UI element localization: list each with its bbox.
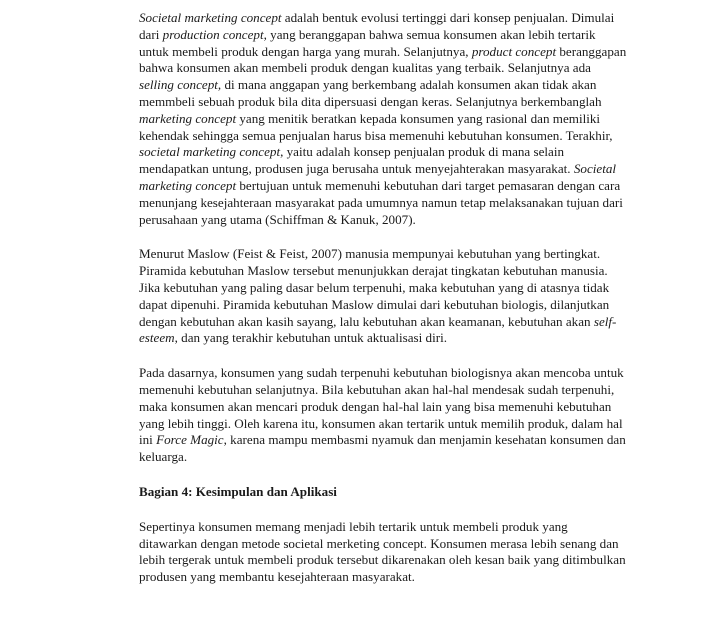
body-paragraph <box>139 10 628 228</box>
text-run: yang beranggapan bahwa semua konsumen akan lebih tertarik untuk membeli produk dengan harga yang murah. Selanjutnya, <box>139 26 596 59</box>
italic-term: Force Magic <box>156 432 224 448</box>
text-run: yang menitik beratkan kepada konsumen yang rasional dan memiliki kehendak sehingga semua penjualan harus bisa memenuhi kebutuhan konsumen. Terakhir, <box>139 110 613 143</box>
body-paragraph <box>139 246 628 347</box>
body-text <box>139 10 628 466</box>
italic-term: production concept, <box>162 26 267 42</box>
text-run: adalah bentuk evolusi tertinggi dari konsep penjualan. Dimulai dari <box>139 10 615 42</box>
text-run: bertujuan untuk memenuhi kebutuhan dari target pemasaran dengan cara menunjang kesejahteraan masyarakat pada umumnya namun tetap melaksanakan tujuan dari perusahaan yang utama (Schiffman & Kanuk, 2007). <box>139 177 623 227</box>
text-run: , yaitu adalah konsep penjualan produk di mana selain mendapatkan untung, produsen juga berusaha untuk menyejahterakan masyarakat. <box>139 144 574 177</box>
italic-term: self-esteem <box>139 313 617 346</box>
italic-term: Societal marketing concept <box>139 161 617 193</box>
text-run: di mana anggapan yang berkembang adalah konsumen akan tidak akan memmbeli sebuah produk bila dita dipersuasi dengan keras. Selanjutnya berkembanglah <box>139 77 602 109</box>
italic-term: societal marketing concept <box>139 144 281 160</box>
italic-term: selling concept, <box>139 77 222 93</box>
section-heading: Bagian 4: Kesimpulan dan Aplikasi <box>139 483 337 499</box>
italic-term: marketing concept <box>139 110 237 126</box>
text-run: , dan yang terakhir kebutuhan untuk aktualisasi diri. <box>174 330 447 346</box>
text-run: Pada dasarnya, konsumen yang sudah terpenuhi kebutuhan biologisnya akan mencoba untuk memenuhi kebutuhan selanjutnya. Bila kebutuhan akan hal-hal mendesak sudah terpenuhi, maka konsumen akan mencari produk dengan hal-hal lain yang bisa memenuhi kebutuhan yang lebih tinggi. Oleh karena itu, konsumen akan tertarik untuk memilih produk, dalam hal ini <box>139 365 624 448</box>
italic-term: product concept <box>471 43 557 59</box>
italic-term: Societal marketing concept <box>139 10 282 25</box>
closing-paragraph: Sepertinya konsumen memang menjadi lebih tertarik untuk membeli produk yang ditawarkan dengan metode societal merketing concept. Konsumen merasa lebih senang dan lebih tergerak untuk membeli produk tersebut dikarenakan oleh kesan baik yang ditimbulkan produsen yang membantu kesejahteraan masyarakat. <box>139 518 626 585</box>
text-run: Menurut Maslow (Feist & Feist, 2007) manusia mempunyai kebutuhan yang bertingkat. Piramida kebutuhan Maslow tersebut menunjukkan derajat tingkatan kebutuhan manusia. Jika kebutuhan yang paling dasar belum terpenuhi, maka kebutuhan yang di atasnya tidak dapat dipenuhi. Piramida kebutuhan Maslow dimulai dari kebutuhan biologis, dilanjutkan dengan kebutuhan akan kasih sayang, lalu kebutuhan akan keamanan, kebutuhan akan <box>139 246 610 329</box>
body-paragraph <box>139 365 628 466</box>
text-run: , karena mampu membasmi nyamuk dan menjamin kesehatan konsumen dan keluarga. <box>139 432 626 465</box>
text-run: beranggapan bahwa konsumen akan membeli produk dengan kualitas yang terbaik. Selanjutnya ada <box>139 43 627 76</box>
